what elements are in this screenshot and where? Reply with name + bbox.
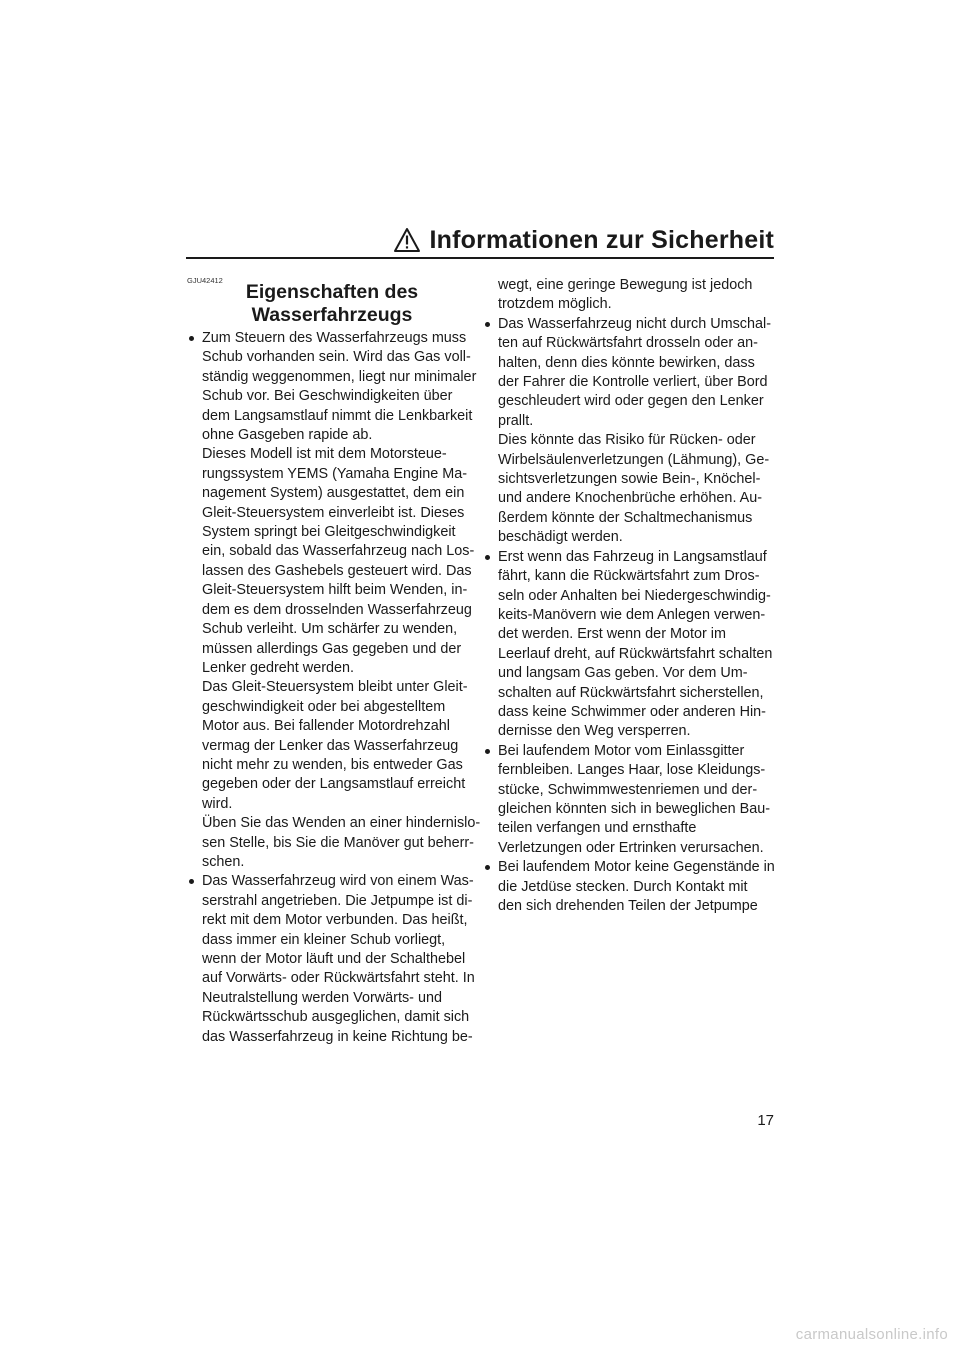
text-line: halten, denn dies könnte bewirken, dass (498, 354, 755, 371)
text-line: wenn der Motor läuft und der Schalthebel (202, 951, 466, 967)
text-line: auf Vorwärts- oder Rückwärtsfahrt steht. In (202, 970, 475, 987)
section-code: GJU42412 (187, 276, 223, 285)
section-title-line: Eigenschaften des (245, 281, 419, 303)
text-line: ständig weggenommen, liegt nur minimaler (202, 368, 477, 385)
text-line: keits-Manövern wie dem Anlegen verwen- (498, 606, 766, 623)
text-line: dass keine Schwimmer oder anderen Hin- (498, 703, 766, 720)
text-line: Gleit-Steuersystem einverleibt ist. Dieses (202, 504, 465, 521)
text-line: Zum Steuern des Wasserfahrzeugs muss (202, 330, 467, 346)
text-line: ohne Gasgeben rapide ab. (202, 427, 373, 444)
text-line: serstrahl angetrieben. Die Jetpumpe ist di- (202, 892, 473, 909)
text-line: Das Wasserfahrzeug wird von einem Was- (202, 873, 474, 890)
text-line: Wirbelsäulenverletzungen (Lähmung), Ge- (498, 451, 770, 468)
text-line: nagement System) ausgestattet, dem ein (202, 485, 465, 502)
text-line: schalten auf Rückwärtsfahrt sicherstellen, (498, 684, 764, 701)
text-line: Schub vor. Bei Geschwindigkeiten über (202, 388, 453, 405)
text-line: dem es dem drosselnden Wasserfahrzeug (202, 601, 472, 618)
text-line: geschleudert wird oder gegen den Lenker (498, 393, 764, 410)
text-line: Schub verleiht. Um schärfer zu wenden, (202, 621, 458, 638)
text-line: lassen des Gashebels gesteuert wird. Das (202, 562, 472, 579)
text-line: Verletzungen oder Ertrinken verursachen. (498, 839, 764, 856)
text-line: nicht mehr zu wenden, bis entweder Gas (202, 756, 463, 773)
right-bullet-list (482, 315, 774, 917)
text-line: und andere Knochenbrüche erhöhen. Au- (498, 490, 763, 507)
text-line: stücke, Schwimmwestenriemen und der- (498, 781, 758, 798)
right-column (482, 276, 774, 916)
text-line: dass immer ein kleiner Schub vorliegt, (202, 931, 446, 948)
text-line: rungssystem YEMS (Yamaha Engine Ma- (202, 465, 468, 482)
text-line: Gleit-Steuersystem hilft beim Wenden, in- (202, 582, 468, 599)
left-bullet-list (186, 329, 481, 1047)
text-line: Lenker gedreht werden. (202, 659, 355, 676)
text-line: fährt, kann die Rückwärtsfahrt zum Dros- (498, 568, 760, 585)
text-line: wegt, eine geringe Bewegung ist jedoch (498, 277, 753, 293)
text-line: ten auf Rückwärtsfahrt drosseln oder an- (498, 335, 758, 352)
text-line: sichtsverletzungen sowie Bein-, Knöchel- (498, 471, 761, 488)
text-line: beschädigt werden. (498, 529, 623, 546)
header-rule (186, 257, 774, 259)
text-line: dem Langsamstlauf nimmt die Lenkbarkeit (202, 407, 473, 424)
page-number: 17 (757, 1112, 774, 1129)
continued-paragraph (482, 276, 774, 315)
text-line: dernisse den Weg versperren. (498, 723, 691, 740)
text-line: geschwindigkeit oder bei abgestelltem (202, 698, 446, 715)
text-line: die Jetdüse stecken. Durch Kontakt mit (498, 878, 748, 895)
text-line: vermag der Lenker das Wasserfahrzeug (202, 737, 459, 754)
text-line: Bei laufendem Motor keine Gegenstände in (498, 859, 775, 876)
text-line: det werden. Erst wenn der Motor im (498, 626, 726, 643)
text-line: System springt bei Gleitgeschwindigkeit (202, 524, 456, 541)
text-line: der Fahrer die Kontrolle verliert, über Bord (498, 374, 768, 391)
text-line: Leerlauf dreht, auf Rückwärtsfahrt schalten (498, 645, 773, 662)
warning-triangle-icon (393, 227, 421, 253)
text-line: Schub vorhanden sein. Wird das Gas voll- (202, 349, 471, 366)
header-title: Informationen zur Sicherheit (429, 225, 774, 254)
section-title (186, 281, 478, 327)
text-line: Erst wenn das Fahrzeug in Langsamstlauf (498, 548, 767, 565)
text-line: den sich drehenden Teilen der Jetpumpe (498, 898, 758, 914)
text-line: ein, sobald das Wasserfahrzeug nach Los- (202, 543, 475, 560)
text-line: prallt. (498, 412, 534, 429)
text-line: seln oder Anhalten bei Niedergeschwindig- (498, 587, 771, 604)
bullet-item (482, 315, 774, 548)
bullet-item (186, 329, 481, 872)
text-line: Dieses Modell ist mit dem Motorsteue- (202, 446, 447, 463)
text-line: wird. (202, 795, 233, 812)
text-line: Das Wasserfahrzeug nicht durch Umschal- (498, 315, 771, 332)
text-line: Das Gleit-Steuersystem bleibt unter Gleit- (202, 679, 468, 696)
text-line: schen. (202, 853, 245, 870)
text-line: Üben Sie das Wenden an einer hindernislo- (202, 815, 481, 832)
page-header (186, 222, 774, 258)
text-line: gegeben oder der Langsamstlauf erreicht (202, 776, 466, 793)
left-column (186, 276, 481, 1047)
text-line: und langsam Gas geben. Vor dem Um- (498, 665, 748, 682)
bullet-item (482, 858, 774, 916)
section-title-line: Wasserfahrzeugs (251, 304, 413, 326)
text-line: Bei laufendem Motor vom Einlassgitter (498, 742, 745, 759)
bullet-item (482, 548, 774, 742)
text-line: gleichen könnten sich in beweglichen Bau- (498, 800, 771, 817)
watermark: carmanualsonline.info (795, 1326, 948, 1343)
text-line: Neutralstellung werden Vorwärts- und (202, 989, 442, 1006)
text-line: teilen verfangen und ernsthafte (498, 820, 697, 837)
bullet-item (186, 872, 478, 1047)
text-line: trotzdem möglich. (498, 296, 612, 313)
text-line: Dies könnte das Risiko für Rücken- oder (498, 432, 756, 449)
text-line: das Wasserfahrzeug in keine Richtung be- (202, 1028, 473, 1045)
text-line: sen Stelle, bis Sie die Manöver gut beherr- (202, 834, 474, 851)
text-line: ßerdem könnte der Schaltmechanismus (498, 509, 753, 526)
text-line: müssen allerdings Gas gegeben und der (202, 640, 462, 657)
bullet-item (482, 742, 774, 858)
text-line: Motor aus. Bei fallender Motordrehzahl (202, 718, 450, 735)
text-line: Rückwärtsschub ausgeglichen, damit sich (202, 1009, 470, 1026)
text-line: rekt mit dem Motor verbunden. Das heißt, (202, 912, 468, 929)
text-line: fernbleiben. Langes Haar, lose Kleidungs- (498, 762, 766, 779)
